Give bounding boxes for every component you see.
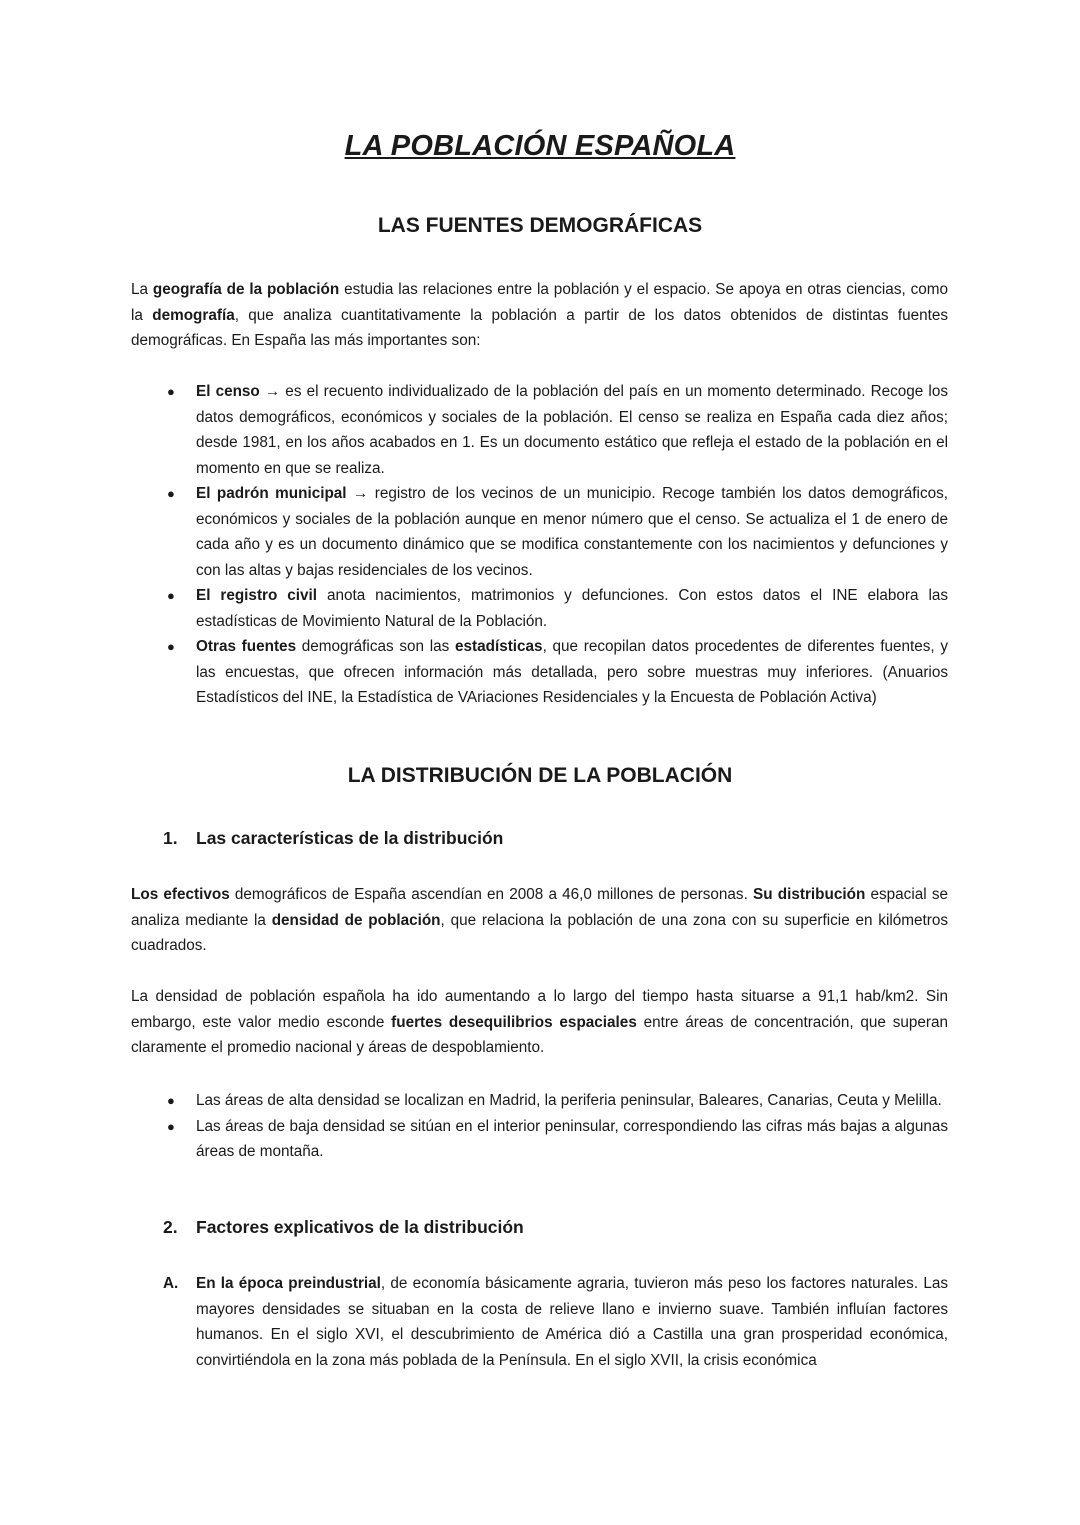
list-item: ● Otras fuentes demográficas son las estadísticas, que recopilan datos procedentes de diferentes fuentes, y las encuestas, que ofrecen información más detallada, pero sobre muestras muy inferiores. (Anuarios Estadísticos del INE, la Estadística de VAriaciones Residenciales y la Encuesta de Población Activa) (131, 634, 948, 711)
list-item: ● El registro civil anota nacimientos, matrimonios y defunciones. Con estos datos el INE elabora las estadísticas de Movimiento Natural de la Población. (131, 583, 948, 634)
sources-list (131, 379, 948, 711)
bullet-icon: ● (167, 384, 175, 399)
density-areas-list (131, 1088, 948, 1165)
bullet-icon: ● (167, 1093, 175, 1108)
subheading-caracteristicas: 1. Las características de la distribución (163, 828, 504, 848)
bullet-icon: ● (167, 486, 175, 501)
subheading-factores: 2. Factores explicativos de la distribución (163, 1217, 524, 1237)
intro-paragraph: La geografía de la población estudia las relaciones entre la población y el espacio. Se apoya en otras ciencias, como la demografía, que analiza cuantitativamente la población a partir de los datos obtenidos de distintas fuentes demográficas. En España las más importantes son: (131, 281, 948, 349)
efectivos-paragraph: Los efectivos demográficos de España ascendían en 2008 a 46,0 millones de personas. Su distribución espacial se analiza mediante la densidad de población, que relaciona la población de una zona con su superficie en kilómetros cuadrados. (131, 886, 949, 954)
heading-fuentes-demograficas: LAS FUENTES DEMOGRÁFICAS (377, 214, 703, 237)
list-item: ● Las áreas de baja densidad se sitúan en el interior peninsular, correspondiendo las cifras más bajas a algunas áreas de montaña. (131, 1114, 948, 1165)
list-item: ● El censo → es el recuento individualizado de la población del país en un momento determinado. Recoge los datos demográficos, económicos y sociales de la población. El censo se realiza en España cada diez años; desde 1981, en los años acabados en 1. Es un documento estático que refleja el estado de la población en el momento en que se realiza. (131, 379, 948, 481)
heading-distribucion-poblacion: LA DISTRIBUCIÓN DE LA POBLACIÓN (347, 764, 733, 787)
densidad-paragraph: La densidad de población española ha ido aumentando a lo largo del tiempo hasta situarse a 91,1 hab/km2. Sin embargo, este valor medio esconde fuertes desequilibrios espaciales entre áreas de concentración, que superan claramente el promedio nacional y áreas de despoblamiento. (131, 988, 948, 1056)
bullet-icon: ● (167, 588, 175, 603)
page-title: LA POBLACIÓN ESPAÑOLA (344, 130, 736, 162)
bullet-icon: ● (167, 639, 175, 654)
list-item: ● El padrón municipal → registro de los vecinos de un municipio. Recoge también los datos demográficos, económicos y sociales de la población aunque en menor número que el censo. Se actualiza el 1 de enero de cada año y es un documento dinámico que se modifica constantemente con los nacimientos y defunciones y con las altas y bajas residenciales de los vecinos. (131, 481, 948, 583)
item-a-preindustrial: A. En la época preindustrial, de economía básicamente agraria, tuvieron más peso los factores naturales. Las mayores densidades se situaban en la costa de relieve llano e invierno suave. También influían factores humanos. En el siglo XVI, el descubrimiento de América dió a Castilla una gran prosperidad económica, convirtiéndola en la zona más poblada de la Península. En el siglo XVII, la crisis económica (163, 1275, 948, 1369)
bullet-icon: ● (167, 1118, 175, 1134)
list-item: ● Las áreas de alta densidad se localizan en Madrid, la periferia peninsular, Baleares, Canarias, Ceuta y Melilla. (131, 1088, 948, 1114)
